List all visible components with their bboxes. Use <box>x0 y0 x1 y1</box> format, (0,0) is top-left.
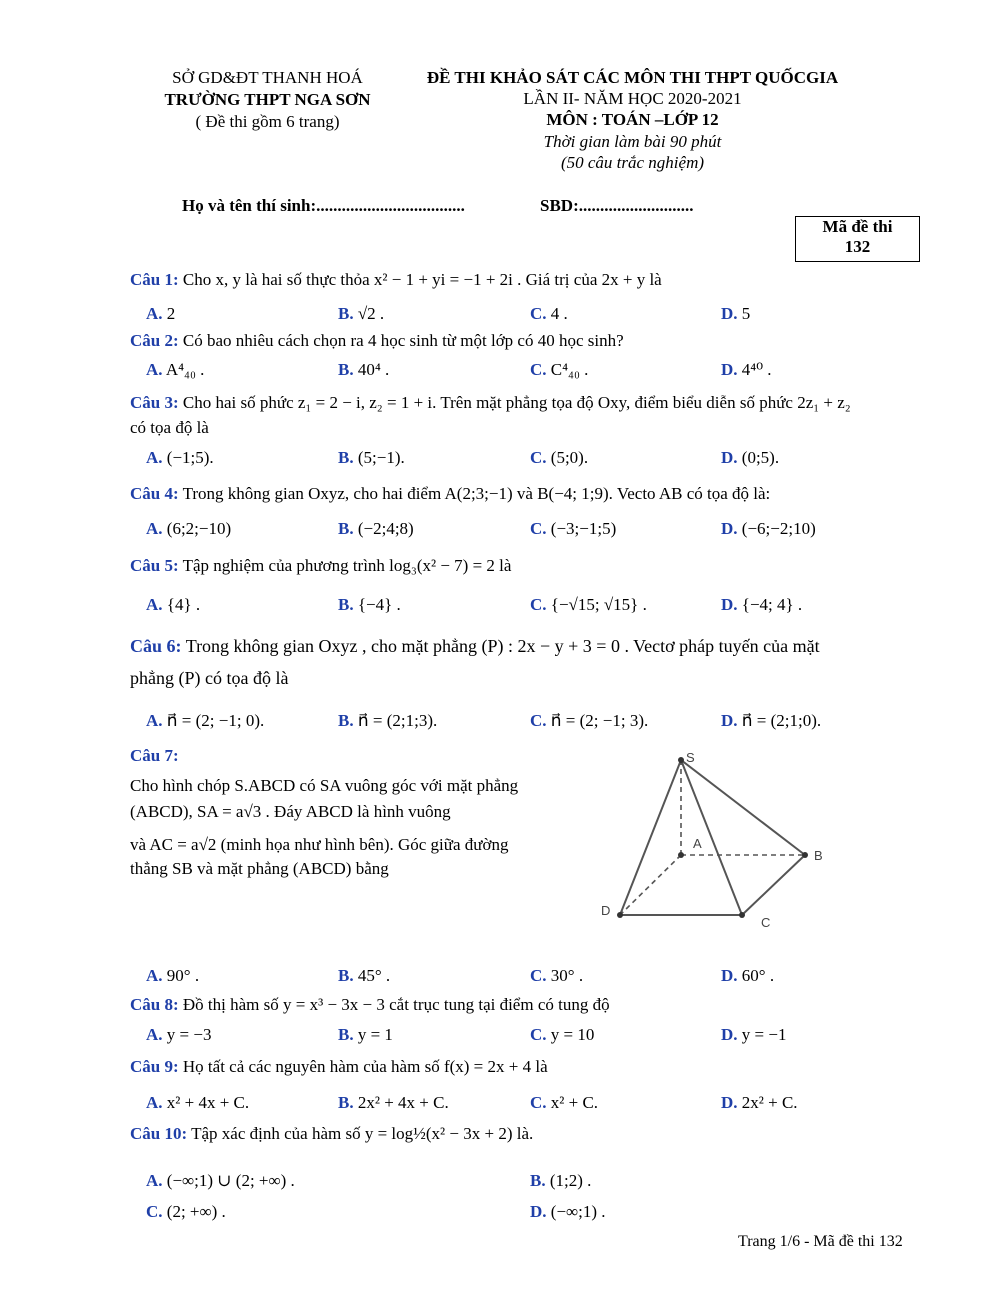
vertex-b <box>802 852 808 858</box>
vertex-a <box>678 852 684 858</box>
option-b[interactable]: B. 40⁴ . <box>338 360 390 379</box>
option-letter: A. <box>146 966 163 985</box>
label-s: S <box>686 750 695 765</box>
department: SỞ GD&ĐT THANH HOÁ <box>172 68 363 87</box>
option-a[interactable]: A. (−1;5). <box>146 448 214 467</box>
time-limit: Thời gian làm bài 90 phút <box>543 132 722 151</box>
question-7-line1: Cho hình chóp S.ABCD có SA vuông góc với mặt phẳng <box>130 776 519 795</box>
exam-header <box>395 67 870 173</box>
option-letter: B. <box>338 1093 354 1112</box>
exam-title: ĐỀ THI KHẢO SÁT CÁC MÔN THI THPT QUỐCGIA <box>426 68 839 87</box>
question-label: Câu 5: <box>130 556 179 575</box>
question-text: Có bao nhiêu cách chọn ra 4 học sinh từ một lớp có 40 học sinh? <box>182 331 624 350</box>
option-letter: C. <box>530 1025 547 1044</box>
option-d[interactable]: D. (−∞;1) . <box>530 1202 606 1221</box>
edge-cb <box>742 855 805 915</box>
option-letter: B. <box>338 711 354 730</box>
question-text: Tập xác định của hàm số y = log½(x² − 3x + 2) là. <box>191 1124 534 1143</box>
question-3-cont: có tọa độ là <box>130 418 209 437</box>
option-letter: A. <box>146 1171 163 1190</box>
question-10 <box>130 1124 533 1144</box>
option-letter: A. <box>146 711 163 730</box>
option-letter: A. <box>146 519 163 538</box>
option-letter: D. <box>721 519 738 538</box>
option-b[interactable]: B. y = 1 <box>338 1025 393 1044</box>
option-b[interactable]: B. √2 . <box>338 304 385 323</box>
option-a[interactable]: A. A⁴₄₀ . <box>146 360 205 379</box>
option-d[interactable]: D. 2x² + C. <box>721 1093 798 1112</box>
question-1 <box>130 270 662 290</box>
option-letter: C. <box>530 304 547 323</box>
option-letter: C. <box>530 360 547 379</box>
option-letter: D. <box>721 595 738 614</box>
option-letter: B. <box>338 966 354 985</box>
question-text: Tập nghiệm của phương trình log₃(x² − 7) = 2 là <box>182 556 512 575</box>
option-a[interactable]: A. {4} . <box>146 595 201 614</box>
question-5 <box>130 556 511 576</box>
exam-code-box <box>795 216 920 262</box>
edge-ad <box>620 855 681 915</box>
option-a[interactable]: A. 2 <box>146 304 176 323</box>
question-label: Câu 4: <box>130 484 179 503</box>
option-a[interactable]: A. (6;2;−10) <box>146 519 232 538</box>
option-letter: D. <box>721 1025 738 1044</box>
option-a[interactable]: A. n⃗ = (2; −1; 0). <box>146 711 265 730</box>
option-d[interactable]: D. n⃗ = (2;1;0). <box>721 711 822 730</box>
vertex-d <box>617 912 623 918</box>
question-label: Câu 9: <box>130 1057 179 1076</box>
exam-code-label: Mã đề thi <box>822 217 893 236</box>
option-b[interactable]: B. n⃗ = (2;1;3). <box>338 711 438 730</box>
label-b: B <box>814 848 823 863</box>
option-d[interactable]: D. 5 <box>721 304 751 323</box>
option-a[interactable]: A. y = −3 <box>146 1025 212 1044</box>
question-text: Cho hai số phức z₁ = 2 − i, z₂ = 1 + i. Trên mặt phẳng tọa độ Oxy, điểm biểu diễn số phức 2z₁ + z₂ <box>182 393 851 412</box>
option-c[interactable]: C. y = 10 <box>530 1025 595 1044</box>
question-4 <box>130 484 770 504</box>
exam-code-value: 132 <box>844 237 871 256</box>
question-label: Câu 6: <box>130 636 182 656</box>
page-count-note: ( Đề thi gồm 6 trang) <box>195 112 340 131</box>
option-a[interactable]: A. (−∞;1) ∪ (2; +∞) . <box>146 1171 295 1190</box>
option-d[interactable]: D. 60° . <box>721 966 775 985</box>
option-letter: C. <box>530 1093 547 1112</box>
option-d[interactable]: D. y = −1 <box>721 1025 787 1044</box>
vertex-s <box>678 757 684 763</box>
option-letter: B. <box>338 360 354 379</box>
option-a[interactable]: A. x² + 4x + C. <box>146 1093 250 1112</box>
option-c[interactable]: C. 30° . <box>530 966 584 985</box>
question-text: Trong không gian Oxyz, cho hai điểm A(2;3;−1) và B(−4; 1;9). Vecto AB có tọa độ là: <box>182 484 771 503</box>
option-letter: D. <box>721 360 738 379</box>
option-b[interactable]: B. (5;−1). <box>338 448 405 467</box>
question-6-cont: phẳng (P) có tọa độ là <box>130 668 289 688</box>
option-c[interactable]: C. n⃗ = (2; −1; 3). <box>530 711 649 730</box>
option-letter: D. <box>721 966 738 985</box>
option-letter: A. <box>146 448 163 467</box>
page-footer: Trang 1/6 - Mã đề thi 132 <box>738 1233 903 1250</box>
question-6 <box>130 636 820 657</box>
exam-round: LẦN II- NĂM HỌC 2020-2021 <box>523 89 742 108</box>
option-c[interactable]: C. (5;0). <box>530 448 589 467</box>
option-letter: D. <box>721 448 738 467</box>
question-text: Trong không gian Oxyz , cho mặt phẳng (P) : 2x − y + 3 = 0 . Vectơ pháp tuyến của mặt <box>185 636 820 656</box>
question-label: Câu 1: <box>130 270 179 289</box>
question-3 <box>130 393 851 413</box>
question-text: Cho x, y là hai số thực thỏa x² − 1 + yi = −1 + 2i . Giá trị của 2x + y là <box>182 270 662 289</box>
question-label: Câu 7: <box>130 746 179 765</box>
option-letter: A. <box>146 360 163 379</box>
question-7-line4: thẳng SB và mặt phẳng (ABCD) bằng <box>130 859 389 878</box>
option-b[interactable]: B. {−4} . <box>338 595 401 614</box>
option-letter: C. <box>530 966 547 985</box>
question-text: Đồ thị hàm số y = x³ − 3x − 3 cắt trục tung tại điểm có tung độ <box>182 995 610 1014</box>
label-c: C <box>761 915 771 930</box>
option-letter: D. <box>721 711 738 730</box>
question-label: Câu 8: <box>130 995 179 1014</box>
option-letter: A. <box>146 1025 163 1044</box>
label-a: A <box>693 836 702 851</box>
school-header <box>140 67 395 133</box>
question-2 <box>130 331 624 351</box>
label-d: D <box>601 903 611 918</box>
question-label: Câu 2: <box>130 331 179 350</box>
question-7-line2: (ABCD), SA = a√3 . Đáy ABCD là hình vuông <box>130 802 451 821</box>
option-c[interactable]: C. (2; +∞) . <box>146 1202 226 1221</box>
option-letter: C. <box>530 519 547 538</box>
question-7 <box>130 746 179 766</box>
option-b[interactable]: B. (1;2) . <box>530 1171 592 1190</box>
question-9 <box>130 1057 548 1077</box>
option-b[interactable]: B. 2x² + 4x + C. <box>338 1093 449 1112</box>
option-a[interactable]: A. 90° . <box>146 966 200 985</box>
subject: MÔN : TOÁN –LỚP 12 <box>546 110 719 129</box>
option-d[interactable]: D. (0;5). <box>721 448 780 467</box>
option-letter: C. <box>530 448 547 467</box>
option-d[interactable]: D. (−6;−2;10) <box>721 519 816 538</box>
option-letter: B. <box>338 448 354 467</box>
option-letter: A. <box>146 1093 163 1112</box>
option-letter: D. <box>530 1202 547 1221</box>
option-letter: B. <box>338 304 354 323</box>
option-letter: B. <box>338 519 354 538</box>
option-c[interactable]: C. C⁴₄₀ . <box>530 360 589 379</box>
question-text: Họ tất cả các nguyên hàm của hàm số f(x) = 2x + 4 là <box>182 1057 548 1076</box>
question-label: Câu 3: <box>130 393 179 412</box>
candidate-number-field: SBD:........................... <box>540 196 694 215</box>
question-8 <box>130 995 610 1015</box>
vertex-c <box>739 912 745 918</box>
option-letter: D. <box>721 1093 738 1112</box>
option-letter: A. <box>146 595 163 614</box>
option-c[interactable]: C. (−3;−1;5) <box>530 519 617 538</box>
option-b[interactable]: B. (−2;4;8) <box>338 519 414 538</box>
option-c[interactable]: C. 4 . <box>530 304 568 323</box>
question-count: (50 câu trắc nghiệm) <box>560 153 705 172</box>
option-letter: D. <box>721 304 738 323</box>
option-letter: A. <box>146 304 163 323</box>
question-7-line3: và AC = a√2 (minh họa như hình bên). Góc giữa đường <box>130 835 509 854</box>
option-c[interactable]: C. {−√15; √15} . <box>530 595 647 614</box>
option-d[interactable]: D. 4⁴⁰ . <box>721 360 772 379</box>
option-letter: C. <box>530 595 547 614</box>
school-name: TRƯỜNG THPT NGA SƠN <box>164 90 371 109</box>
option-letter: C. <box>146 1202 163 1221</box>
option-b[interactable]: B. 45° . <box>338 966 391 985</box>
option-letter: C. <box>530 711 547 730</box>
option-letter: B. <box>530 1171 546 1190</box>
question-label: Câu 10: <box>130 1124 188 1143</box>
candidate-name-field: Họ và tên thí sinh:................................... <box>182 196 465 215</box>
option-letter: B. <box>338 1025 354 1044</box>
option-d[interactable]: D. {−4; 4} . <box>721 595 803 614</box>
edge-sd <box>620 760 681 915</box>
option-c[interactable]: C. x² + C. <box>530 1093 599 1112</box>
pyramid-figure <box>595 745 835 935</box>
option-letter: B. <box>338 595 354 614</box>
